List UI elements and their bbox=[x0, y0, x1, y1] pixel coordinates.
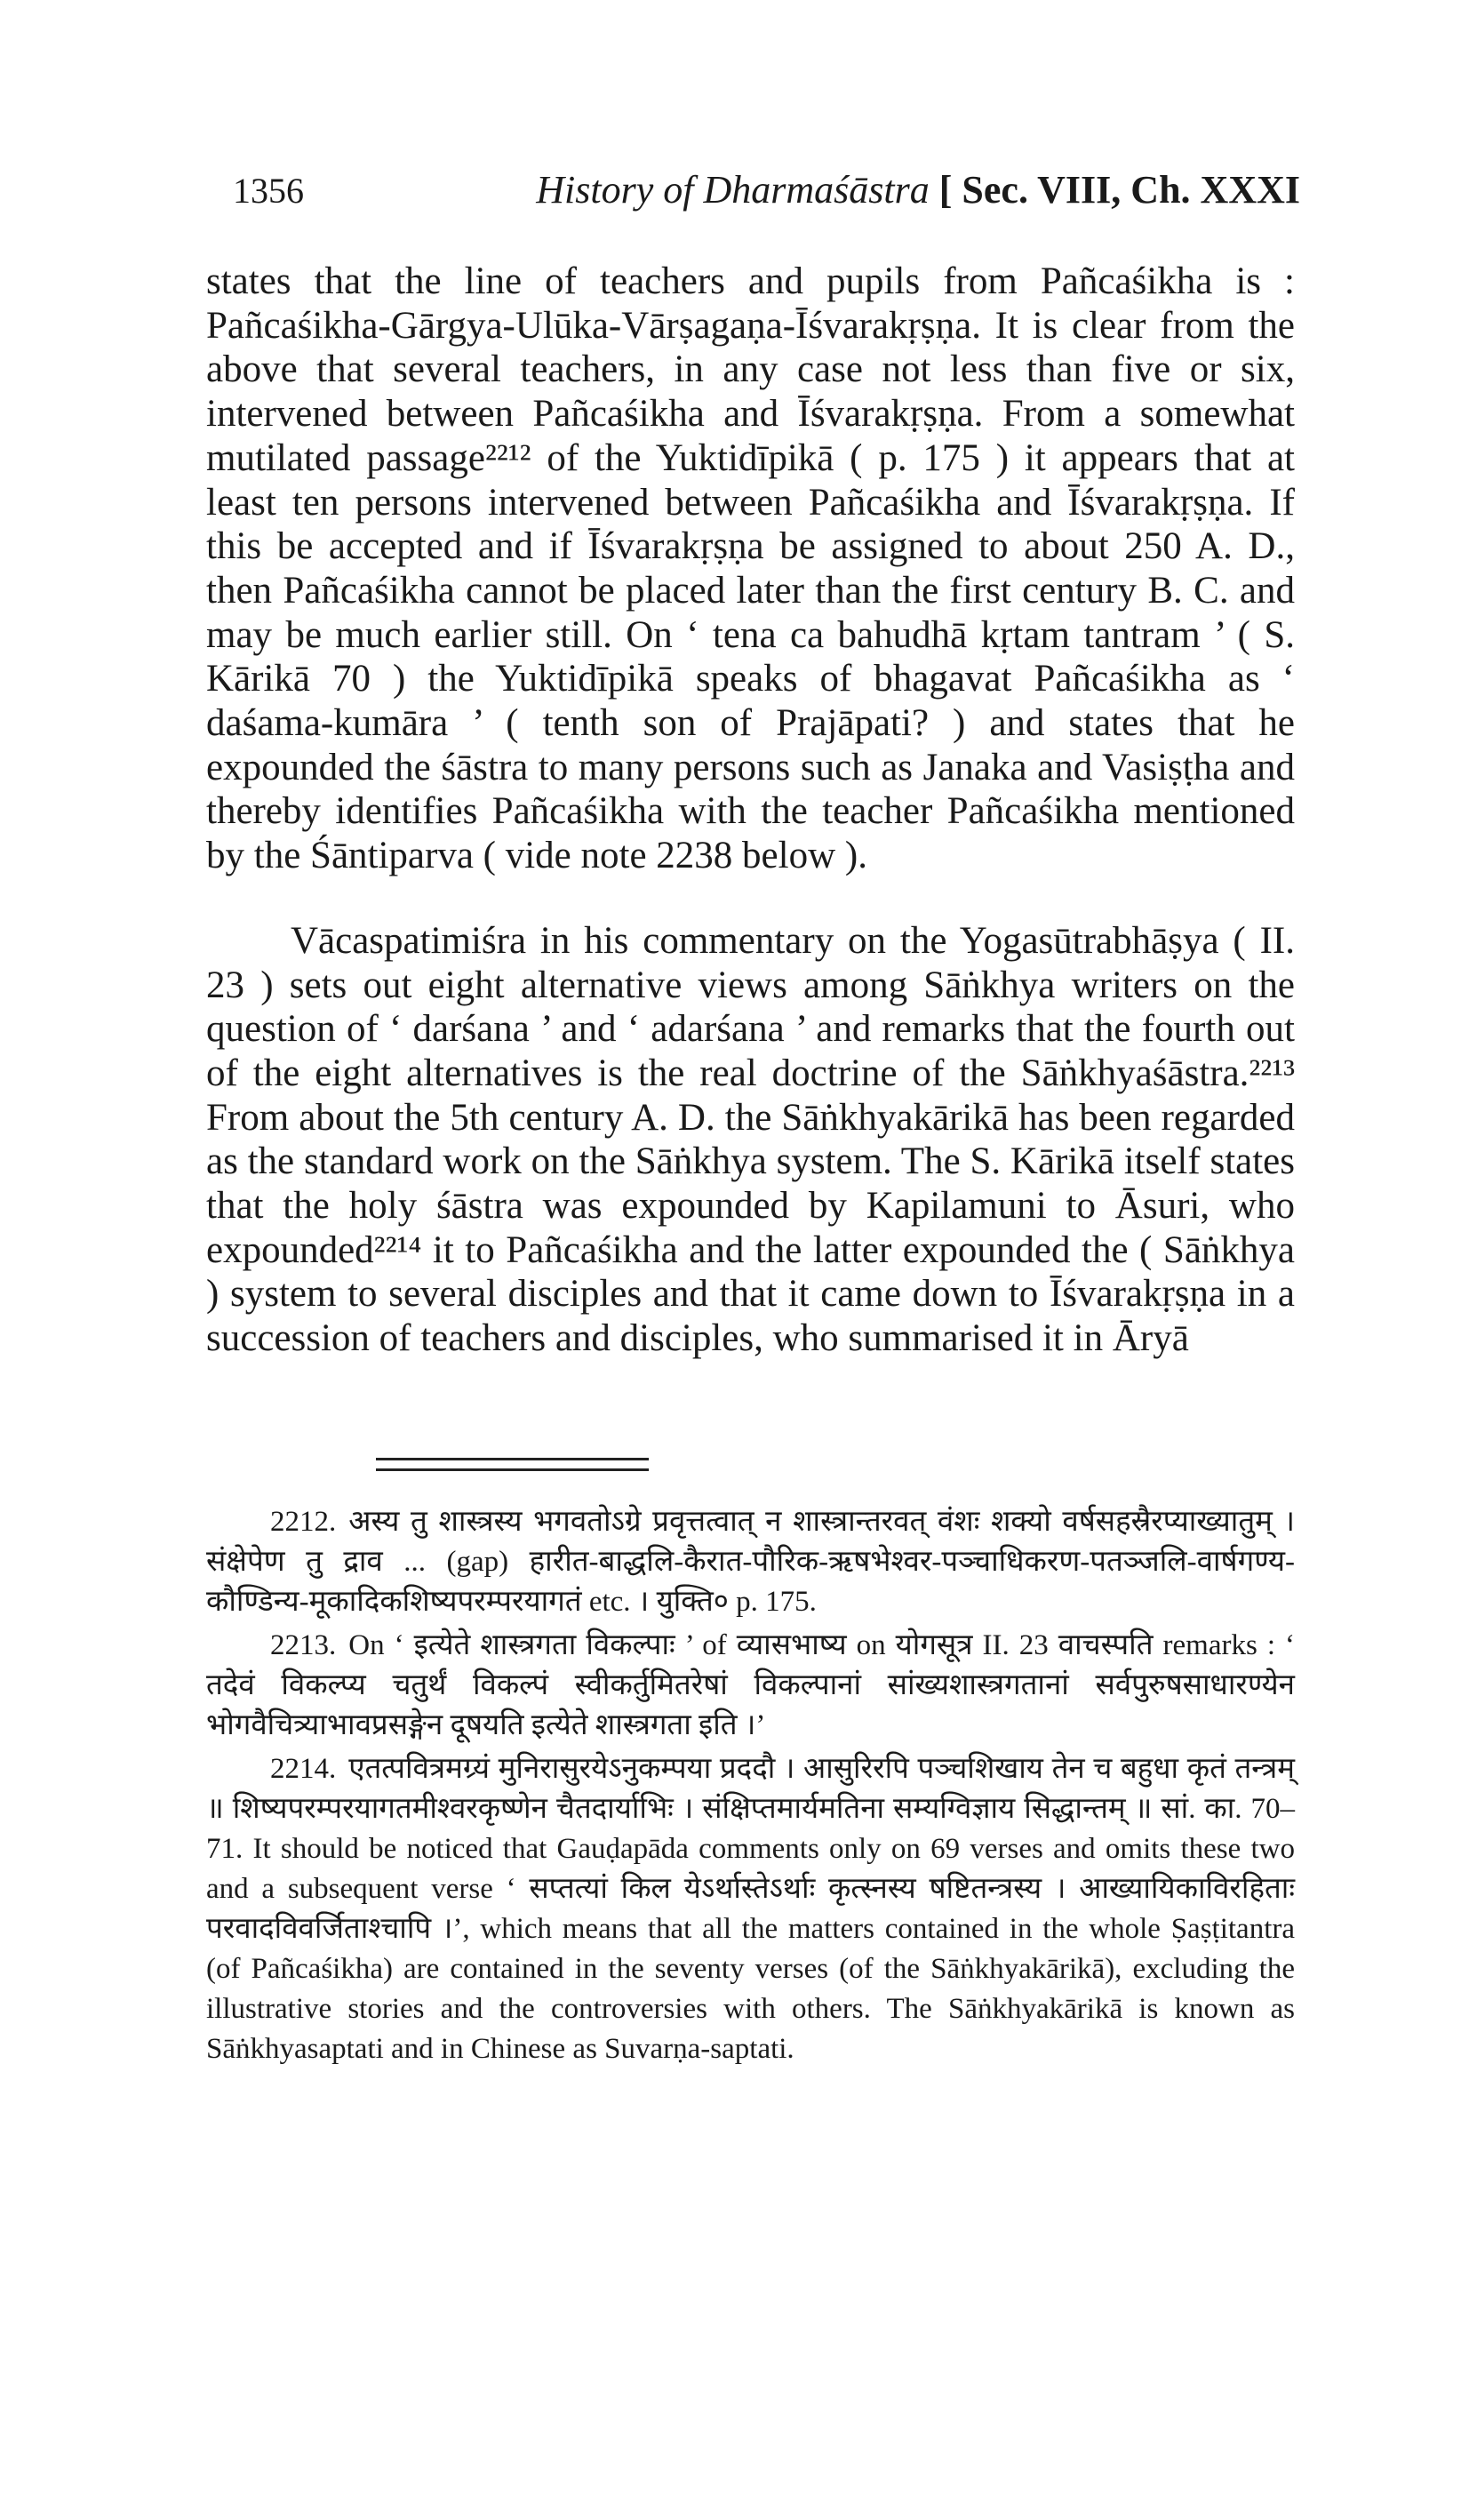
footnote-number: 2214. bbox=[270, 1753, 337, 1785]
footnote-text: On ‘ इत्येते शास्त्रगता विकल्पाः ’ of व्यासभाष्य on योगसूत्र II. 23 वाचस्पति remarks : ‘ तदेवं विकल्प्य चतुर्थं विकल्पं स्वीकर्तुमितरेषां विकल्पानां सांख्यशास्त्रगतानां सर्वपुरुषसाधारण्येन भोगवैचित्र्याभावप्रसङ्गेन दूषयति इत्येते शास्त्रगता इति ।’ bbox=[206, 1629, 1295, 1741]
paragraph-2: Vācaspatimiśra in his commentary on the Yogasūtrabhāṣya ( II. 23 ) sets out eight alternative views among Sāṅkhya writers on the question of ‘ darśana ’ and ‘ adarśana ’ and remarks that the fourth out of the eight alternatives is the real doctrine of the Sāṅkhyaśāstra.²²¹³ From about the 5th century A. D. the Sāṅkhyakārikā has been regarded as the standard work on the Sāṅkhya system. The S. Kārikā itself states that the holy śāstra was expounded by Kapilamuni to Āsuri, who expounded²²¹⁴ it to Pañcaśikha and the latter expounded the ( Sāṅkhya ) system to several disciples and that it came down to Īśvarakṛṣṇa in a succession of teachers and disciples, who summarised it in Āryā bbox=[206, 919, 1295, 1360]
footnote-2213 bbox=[206, 1626, 1295, 1746]
running-head bbox=[536, 167, 1300, 212]
footnote-number: 2212. bbox=[270, 1506, 337, 1538]
footnote-number: 2213. bbox=[270, 1629, 337, 1661]
page-header bbox=[233, 167, 1300, 212]
section-label: [ Sec. VIII, Ch. XXXI bbox=[938, 168, 1300, 212]
page-number: 1356 bbox=[233, 171, 304, 211]
running-title: History of Dharmaśāstra bbox=[536, 168, 930, 212]
body-text bbox=[206, 260, 1295, 1361]
footnote-separator bbox=[376, 1458, 649, 1471]
footnote-2214 bbox=[206, 1749, 1295, 2069]
footnote-text: एतत्पवित्रमग्र्यं मुनिरासुरयेऽनुकम्पया प्रददौ । आसुरिरपि पञ्चशिखाय तेन च बहुधा कृतं तन्त्रम् ॥ शिष्यपरम्परयागतमीश्वरकृष्णेन चैतदार्याभिः । संक्षिप्तमार्यमतिना सम्यग्विज्ञाय सिद्धान्तम् ॥ सां. का. 70–71. It should be noticed that Gauḍapāda comments only on 69 verses and omits these two and a subsequent verse ‘ सप्तत्यां किल येऽर्थास्तेऽर्थाः कृत्स्नस्य षष्टितन्त्रस्य । आख्यायिकाविरहिताः परवादविवर्जिताश्चापि ।’, which means that all the matters contained in the whole Ṣaṣṭitantra (of Pañcaśikha) are contained in the seventy verses (of the Sāṅkhyakārikā), excluding the illustrative stories and the controversies with others. The Sāṅkhyakārikā is known as Sāṅkhyasaptati and in Chinese as Suvarṇa-saptati. bbox=[206, 1753, 1295, 2065]
footnote-text: अस्य तु शास्त्रस्य भगवतोऽग्रे प्रवृत्तत्वात् न शास्त्रान्तरवत् वंशः शक्यो वर्षसहस्रैरप्याख्यातुम् । संक्षेपेण तु द्राव ... (gap) हारीत-बाद्धलि-कैरात-पौरिक-ऋषभेश्वर-पञ्चाधिकरण-पतञ्जलि-वार्षगण्य-कौण्डिन्य-मूकादिकशिष्यपरम्परयागतं etc. । युक्ति० p. 175. bbox=[206, 1506, 1295, 1618]
footnotes bbox=[206, 1502, 1295, 2073]
footnote-2212 bbox=[206, 1502, 1295, 1622]
paragraph-1: states that the line of teachers and pupils from Pañcaśikha is : Pañcaśikha-Gārgya-Ulūka-Vārṣagaṇa-Īśvarakṛṣṇa. It is clear from the above that several teachers, in any case not less than five or six, intervened between Pañcaśikha and Īśvarakṛṣṇa. From a somewhat mutilated passage²²¹² of the Yuktidīpikā ( p. 175 ) it appears that at least ten persons intervened between Pañcaśikha and Īśvarakṛṣṇa. If this be accepted and if Īśvarakṛṣṇa be assigned to about 250 A. D., then Pañcaśikha cannot be placed later than the first century B. C. and may be much earlier still. On ‘ tena ca bahudhā kṛtam tantram ’ ( S. Kārikā 70 ) the Yuktidīpikā speaks of bhagavat Pañcaśikha as ‘ daśama-kumāra ’ ( tenth son of Prajāpati? ) and states that he expounded the śāstra to many persons such as Janaka and Vasiṣṭha and thereby identifies Pañcaśikha with the teacher Pañcaśikha mentioned by the Śāntiparva ( vide note 2238 below ). bbox=[206, 260, 1295, 877]
